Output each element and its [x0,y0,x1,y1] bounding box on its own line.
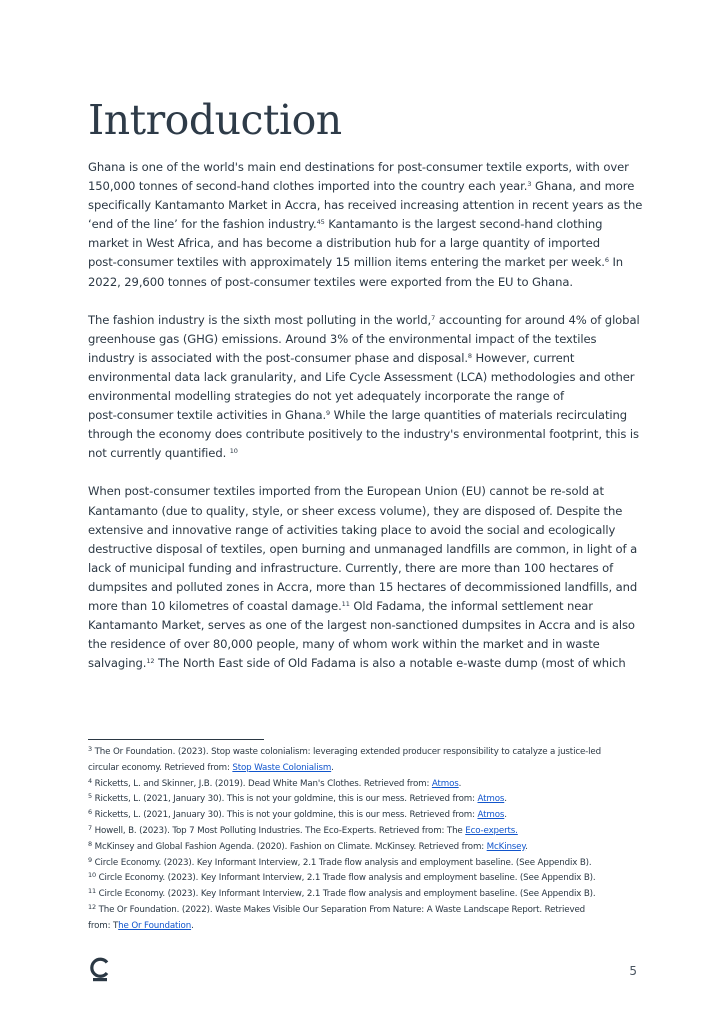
paragraph [88,482,648,673]
paragraph-text: The North East side of Old Fadama is also a notable e-waste dump (most of which [154,656,626,671]
footnote-punct: . [525,841,528,852]
paragraph-text: When post-consumer textiles imported from the European Union (EU) cannot be re-sold at Kantamanto (due to quality, style, or sheer excess volume), they are disposed of. Despite the extensive and innovative range of activities taking place to avoid the social and ecologically destructive disposal of textiles, open burning and unmanaged landfills are common, in light of a lack of municipal funding and infrastructure. Currently, there are more than 100 hectares of dumpsites and polluted zones in Accra, more than 15 hectares of decommissioned landfills, and more than 10 kilometres of coastal damage. [88,484,638,613]
paragraph-text: accounting for around 4% of global greenhouse gas (GHG) emissions. Around 3% of the environmental impact of the textiles industry is associated with the post-consumer phase and disposal. [88,312,640,365]
footnote [88,808,648,824]
footnote-ref[interactable]: 10 [229,447,238,456]
paragraph-text: Old Fadama, the informal settlement near Kantamanto Market, serves as one of the largest non-sanctioned dumpsites in Accra and is also the residence of over 80,000 people, many of whom work within the market and in waste salvaging. [88,598,635,671]
footnote-number: 8 [88,839,92,848]
footnote-ref[interactable]: 3 [527,180,532,189]
footnote-link[interactable]: he Or Foundation [118,920,192,931]
footnote [88,840,648,856]
footnote-link[interactable]: Atmos [477,794,505,805]
footnote-text: Circle Economy. (2023). Key Informant Interview, 2.1 Trade flow analysis and employment baseline. (See Appendix B). [98,889,596,900]
footnote-ref[interactable]: 11 [341,599,350,608]
paragraph-text: While the large quantities of materials recirculating through the economy does contribute positively to the industry's environmental footprint, this is not currently quantified. [88,408,639,461]
paragraph-text: However, current environmental data lack granularity, and Life Cycle Assessment (LCA) methodologies and other environmental modelling strategies do not yet adequately incorporate the range of post-consumer textile activities in Ghana. [88,350,635,423]
paragraph-text: Ghana is one of the world's main end destinations for post-consumer textile exports, with over 150,000 tonnes of second-hand clothes imported into the country each year. [88,160,629,194]
footnote-text: Ricketts, L. (2021, January 30). This is not your goldmine, this is our mess. Retrieved from: [94,794,478,805]
page-number: 5 [629,964,637,978]
footnote-ref[interactable]: 6 [604,256,609,265]
footnote-number: 10 [88,871,96,880]
footnote-number: 11 [88,887,96,896]
footnote-punct: . [191,920,194,931]
footnote-ref[interactable]: 45 [316,218,325,227]
footnote-number: 6 [88,808,92,817]
footnote [88,792,648,808]
footnote-ref[interactable]: 9 [326,409,331,418]
footnote-link[interactable]: Atmos [431,778,459,789]
circle-economy-logo-icon [88,956,112,982]
footnote-text: McKinsey and Global Fashion Agenda. (2020). Fashion on Climate. McKinsey. Retrieved from: [94,841,487,852]
paragraph-text: In 2022, 29,600 tonnes of post-consumer textiles were exported from the EU to Ghana. [88,255,624,289]
footnote-text: Circle Economy. (2023). Key Informant Interview, 2.1 Trade flow analysis and employment baseline. (See Appendix B). [94,857,592,868]
footnote [88,903,648,935]
footnote-punct: . [504,794,507,805]
footnote-divider [88,739,264,740]
footnote-link[interactable]: Stop Waste Colonialism [232,762,332,773]
footnote [88,856,648,872]
footnote [88,745,648,777]
paragraph-text: The fashion industry is the sixth most polluting in the world, [88,312,432,327]
footnote [88,887,648,903]
footnote-text: Circle Economy. (2023). Key Informant Interview, 2.1 Trade flow analysis and employment baseline. (See Appendix B). [98,873,596,884]
footnote-text: Ricketts, L. (2021, January 30). This is not your goldmine, this is our mess. Retrieved from: [94,810,478,821]
paragraph-text: Ghana, and more specifically Kantamanto Market in Accra, has received increasing attention in recent years as the ‘end of the line’ for the fashion industry. [88,179,643,232]
footnote-link[interactable]: Atmos [477,810,505,821]
footnote-number: 3 [88,745,92,753]
footnote-number: 4 [88,776,92,785]
footnote-punct: . [331,762,334,773]
footnote [88,824,648,840]
footnote [88,871,648,887]
footnote-ref[interactable]: 8 [467,351,472,360]
footnote [88,777,648,793]
paragraph [88,158,648,292]
footnote-number: 12 [88,902,96,911]
footnote-text: Ricketts, L. and Skinner, J.B. (2019). Dead White Man's Clothes. Retrieved from: [94,778,432,789]
footnote-number: 7 [88,823,92,832]
footnote-ref[interactable]: 7 [431,313,436,322]
paragraph [88,311,648,464]
footnote-punct: . [504,810,507,821]
footnote-text: The Or Foundation. (2023). Stop waste colonialism: leveraging extended producer responsibility to catalyze a justice-led circular economy. Retrieved from: [88,747,601,773]
paragraph-text: Kantamanto is the largest second-hand clothing market in West Africa, and has become a distribution hub for a large quantity of imported post-consumer textiles with approximately 15 million items entering the market per week. [88,217,605,270]
footnote-text: The Or Foundation. (2022). Waste Makes Visible Our Separation From Nature: A Waste Landscape Report. Retrieved from: T [88,904,586,931]
page-title: Introduction [88,96,342,144]
footnote-punct: . [458,778,462,789]
footnote-link[interactable]: Eco-experts. [465,825,518,836]
footnote-link[interactable]: McKinsey [486,841,526,852]
footnote-number: 5 [88,792,92,801]
footnotes [88,745,648,935]
footnote-text: Howell, B. (2023). Top 7 Most Polluting Industries. The Eco-Experts. Retrieved from: The [94,825,466,836]
footnote-number: 9 [88,855,92,864]
body-text [88,158,648,692]
footnote-ref[interactable]: 12 [146,657,155,666]
